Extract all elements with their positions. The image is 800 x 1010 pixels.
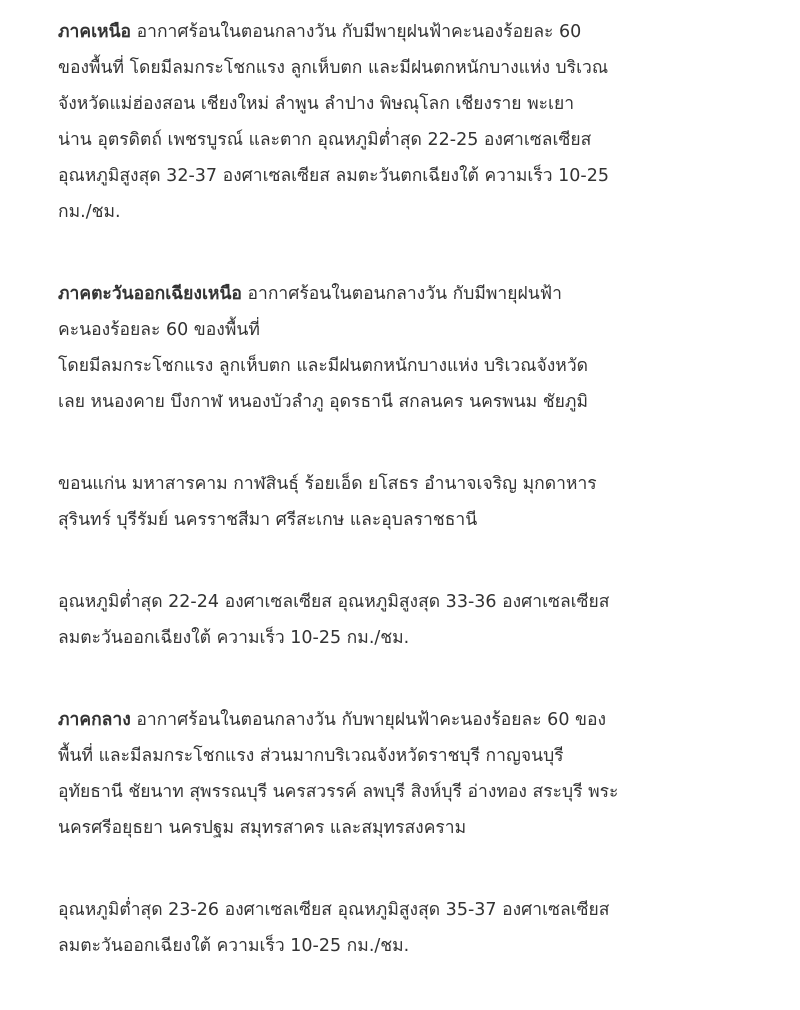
text-line: อุณหภูมิสูงสุด 32-37 องศาเซลเซียส ลมตะวันตกเฉียงใต้ ความเร็ว 10-25 bbox=[58, 166, 609, 186]
text-line: อุณหภูมิต่ำสุด 22-24 องศาเซลเซียส อุณหภูมิสูงสุด 33-36 องศาเซลเซียส bbox=[58, 592, 610, 612]
region-heading-north: ภาคเหนือ bbox=[58, 22, 132, 42]
text-line: โดยมีลมกระโชกแรง ลูกเห็บตก และมีฝนตกหนักบางแห่ง บริเวณจังหวัด bbox=[58, 356, 589, 376]
northeast-temperature-paragraph bbox=[58, 584, 758, 656]
northeast-region-paragraph bbox=[58, 276, 758, 420]
central-temperature-paragraph bbox=[58, 892, 758, 964]
text-line: ลมตะวันออกเฉียงใต้ ความเร็ว 10-25 กม./ชม. bbox=[58, 628, 410, 648]
text-line: ขอนแก่น มหาสารคาม กาฬสินธุ์ ร้อยเอ็ด ยโสธร อำนาจเจริญ มุกดาหาร bbox=[58, 474, 597, 494]
text-line: สุรินทร์ บุรีรัมย์ นครราชสีมา ศรีสะเกษ และอุบลราชธานี bbox=[58, 510, 478, 530]
region-heading-central: ภาคกลาง bbox=[58, 710, 131, 730]
text-line: น่าน อุตรดิตถ์ เพชรบูรณ์ และตาก อุณหภูมิต่ำสุด 22-25 องศาเซลเซียส bbox=[58, 130, 592, 150]
text-line: นครศรีอยุธยา นครปฐม สมุทรสาคร และสมุทรสงคราม bbox=[58, 818, 467, 838]
text-line: พื้นที่ และมีลมกระโชกแรง ส่วนมากบริเวณจังหวัดราชบุรี กาญจนบุรี bbox=[58, 746, 564, 766]
text-line: จังหวัดแม่ฮ่องสอน เชียงใหม่ ลำพูน ลำปาง พิษณุโลก เชียงราย พะเยา bbox=[58, 94, 575, 114]
text-line: ภาคเหนือ อากาศร้อนในตอนกลางวัน กับมีพายุฝนฟ้าคะนองร้อยละ 60 bbox=[58, 22, 582, 42]
text-line: ภาคตะวันออกเฉียงเหนือ อากาศร้อนในตอนกลางวัน กับมีพายุฝนฟ้า bbox=[58, 284, 562, 304]
text-line: ภาคกลาง อากาศร้อนในตอนกลางวัน กับพายุฝนฟ้าคะนองร้อยละ 60 ของ bbox=[58, 710, 607, 730]
text-line: ลมตะวันออกเฉียงใต้ ความเร็ว 10-25 กม./ชม. bbox=[58, 936, 410, 956]
region-heading-northeast: ภาคตะวันออกเฉียงเหนือ bbox=[58, 284, 242, 304]
text-line: คะนองร้อยละ 60 ของพื้นที่ bbox=[58, 320, 260, 340]
text-line: อุทัยธานี ชัยนาท สุพรรณบุรี นครสวรรค์ ลพบุรี สิงห์บุรี อ่างทอง สระบุรี พระ bbox=[58, 782, 619, 802]
central-region-paragraph bbox=[58, 702, 758, 846]
text-line: กม./ชม. bbox=[58, 202, 121, 222]
text-line: ของพื้นที่ โดยมีลมกระโชกแรง ลูกเห็บตก และมีฝนตกหนักบางแห่ง บริเวณ bbox=[58, 58, 609, 78]
north-region-paragraph bbox=[58, 14, 758, 230]
text-line: อุณหภูมิต่ำสุด 23-26 องศาเซลเซียส อุณหภูมิสูงสุด 35-37 องศาเซลเซียส bbox=[58, 900, 610, 920]
northeast-provinces-paragraph bbox=[58, 466, 758, 538]
weather-forecast-article bbox=[58, 14, 758, 1010]
text-line: เลย หนองคาย บึงกาฬ หนองบัวลำภู อุดรธานี สกลนคร นครพนม ชัยภูมิ bbox=[58, 392, 588, 412]
